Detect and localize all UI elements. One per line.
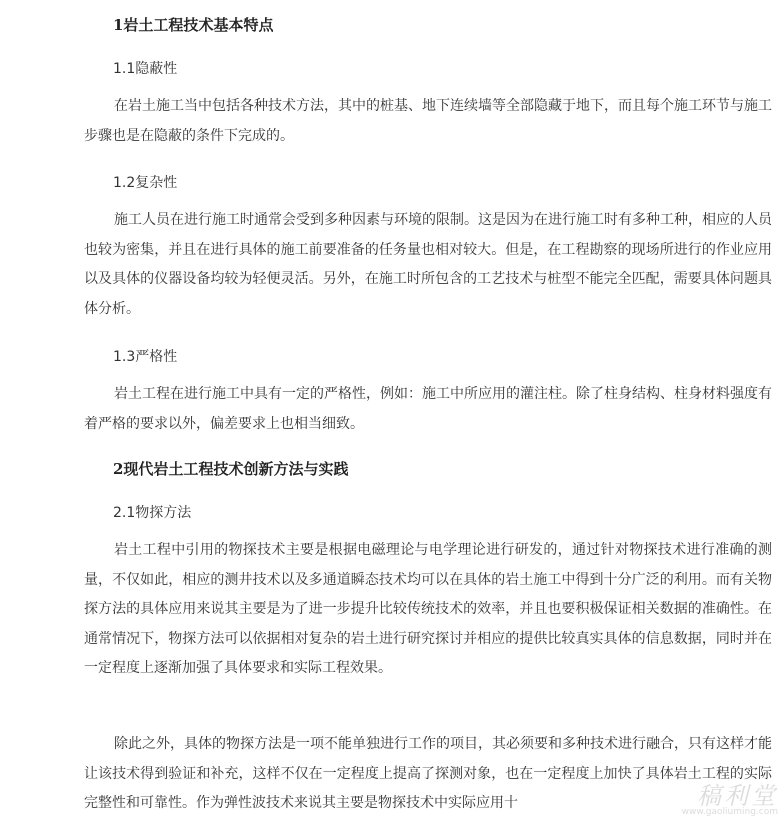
watermark (682, 776, 778, 817)
section-2-1-paragraph-2: 除此之外，具体的物探方法是一项不能单独进行工作的项目，其必须要和多种技术进行融合，只有这样才能让该技术得到验证和补充，这样不仅在一定程度上提高了探测对象，也在一定程度上加快了具体岩土工程的实际完整性和可靠性。作为弹性波技术来说其主要是物探技术中实际应用十 (84, 736, 772, 811)
section-1-2-paragraph: 施工人员在进行施工时通常会受到多种因素与环境的限制。这是因为在进行施工时有多种工种，相应的人员也较为密集，并且在进行具体的施工前要准备的任务量也相对较大。但是，在工程勘察的现场所进行的作业应用以及具体的仪器设备均较为轻便灵活。另外，在施工时所包含的工艺技术与桩型不能完全匹配，需要具体问题具体分析。 (84, 212, 772, 317)
section-1-heading: 1岩土工程技术基本特点 (113, 16, 274, 34)
section-1-2-heading: 1.2复杂性 (113, 175, 178, 191)
section-2-heading: 2现代岩土工程技术创新方法与实践 (113, 460, 349, 478)
watermark-url: www.gaoliuming.com (681, 807, 778, 817)
section-1-3-heading: 1.3严格性 (113, 349, 178, 365)
section-1-3-paragraph: 岩土工程在进行施工中具有一定的严格性，例如：施工中所应用的灌注柱。除了柱身结构、柱身材料强度有着严格的要求以外，偏差要求上也相当细致。 (84, 386, 772, 432)
section-1-1-heading: 1.1隐蔽性 (113, 61, 178, 77)
section-1-1-paragraph: 在岩土施工当中包括各种技术方法，其中的桩基、地下连续墙等全部隐藏于地下，而且每个施工环节与施工步骤也是在隐蔽的条件下完成的。 (84, 98, 772, 144)
watermark-logo-text: 稿利堂 (697, 782, 778, 810)
section-2-1-paragraph-1: 岩土工程中引用的物探技术主要是根据电磁理论与电学理论进行研发的，通过针对物探技术进行准确的测量，不仅如此，相应的测井技术以及多通道瞬态技术均可以在具体的岩土施工中得到十分广泛的利用。而有关物探方法的具体应用来说其主要是为了进一步提升比较传统技术的效率，并且也要积极保证相关数据的准确性。在通常情况下，物探方法可以依据相对复杂的岩土进行研究探讨并相应的提供比较真实具体的信息数据，同时并在一定程度上逐渐加强了具体要求和实际工程效果。 (84, 542, 772, 676)
section-2-1-heading: 2.1物探方法 (113, 505, 192, 521)
